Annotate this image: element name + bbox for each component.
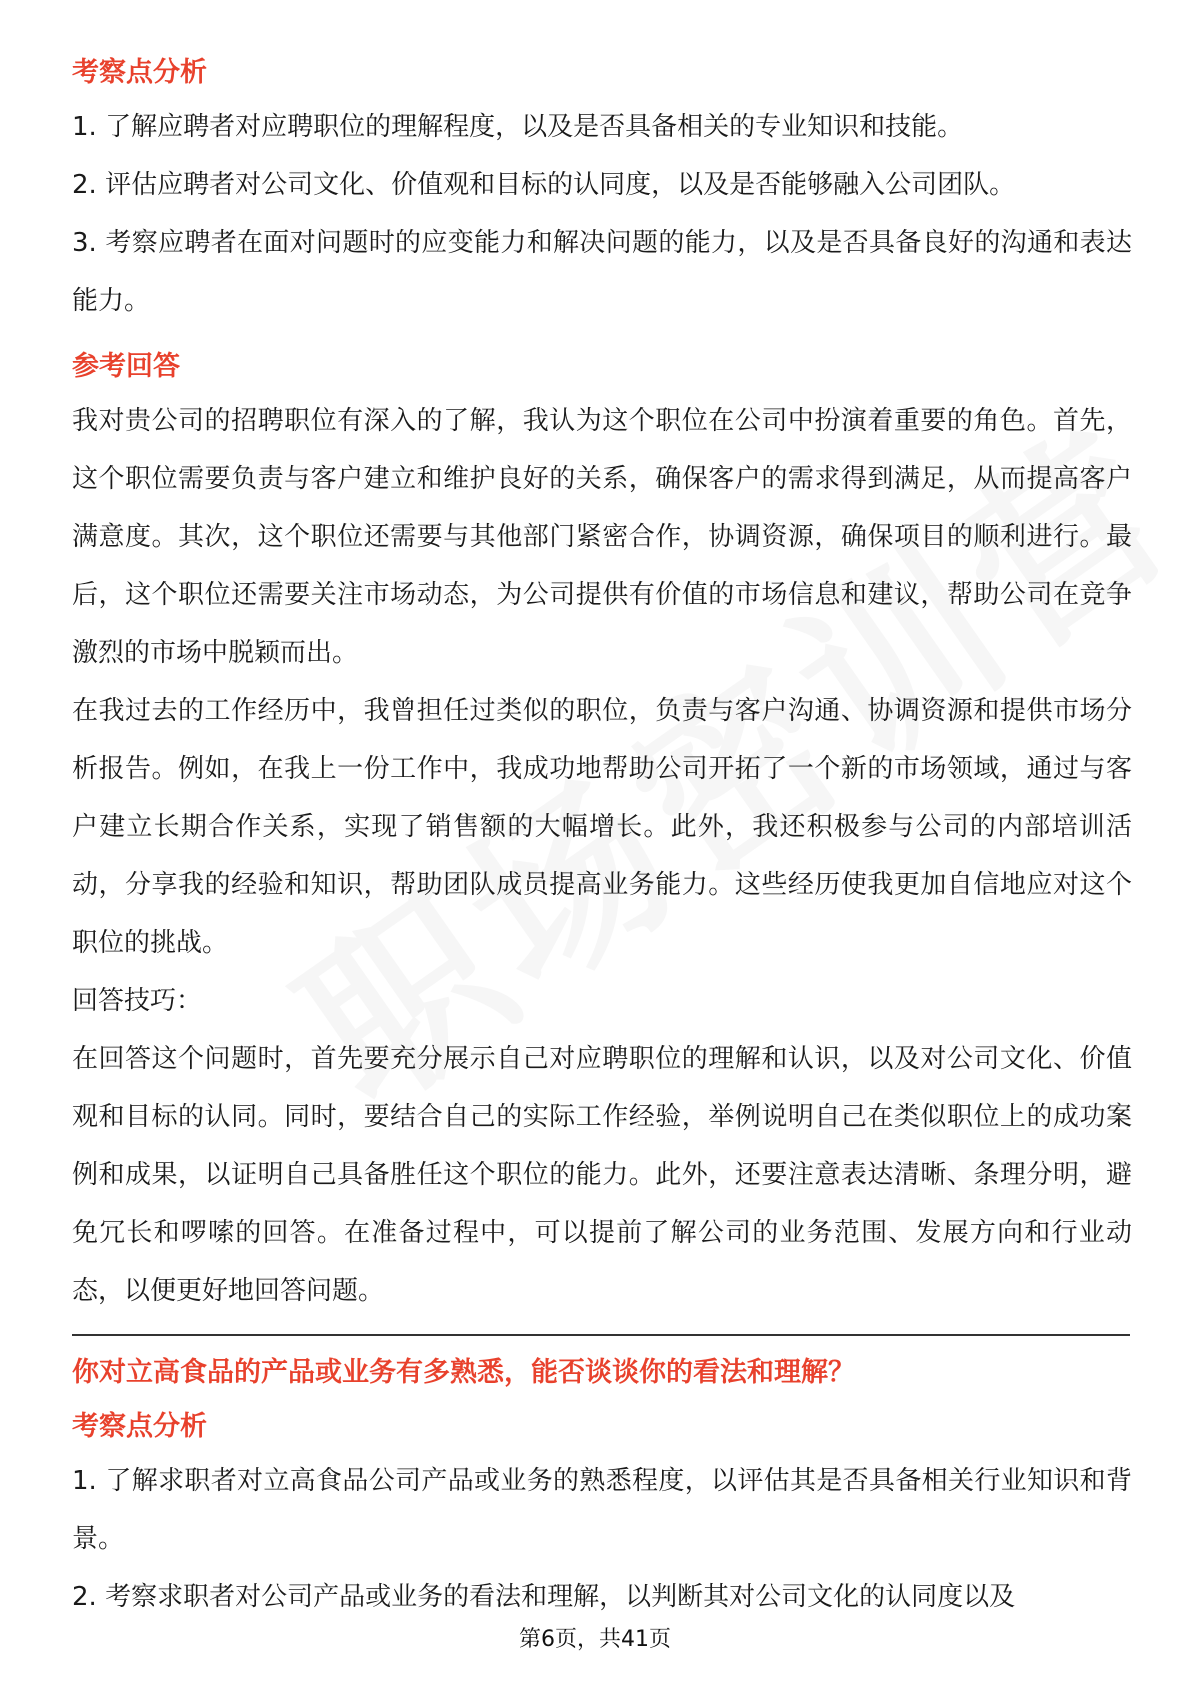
tips-text: 在回答这个问题时，首先要充分展示自己对应聘职位的理解和认识，以及对公司文化、价值观和目标的认同。同时，要结合自己的实际工作经验，举例说明自己在类似职位上的成功案例和成果，以证明自己具备胜任这个职位的能力。此外，还要注意表达清晰、条理分明，避免冗长和啰嗦的回答。在准备过程中，可以提前了解公司的业务范围、发展方向和行业动态，以便更好地回答问题。 [72,1044,1132,1306]
analysis-item: 3. 考察应聘者在面对问题时的应变能力和解决问题的能力，以及是否具备良好的沟通和表达能力。 [72,228,1132,316]
analysis-heading: 考察点分析 [72,57,207,88]
analysis-heading: 考察点分析 [72,1411,207,1442]
page-content [72,48,1132,1626]
tips-label: 回答技巧： [72,986,203,1016]
answer-paragraph: 在我过去的工作经历中，我曾担任过类似的职位，负责与客户沟通、协调资源和提供市场分析报告。例如，在我上一份工作中，我成功地帮助公司开拓了一个新的市场领域，通过与客户建立长期合作关系，实现了销售额的大幅增长。此外，我还积极参与公司的内部培训活动，分享我的经验和知识，帮助团队成员提高业务能力。这些经历使我更加自信地应对这个职位的挑战。 [72,696,1132,958]
page-number: 第6页，共41页 [519,1627,671,1652]
section-divider [72,1334,1130,1336]
question-heading: 你对立高食品的产品或业务有多熟悉，能否谈谈你的看法和理解？ [72,1357,855,1388]
analysis-item: 2. 评估应聘者对公司文化、价值观和目标的认同度，以及是否能够融入公司团队。 [72,170,1016,200]
answer-paragraph: 我对贵公司的招聘职位有深入的了解，我认为这个职位在公司中扮演着重要的角色。首先，这个职位需要负责与客户建立和维护良好的关系，确保客户的需求得到满足，从而提高客户满意度。其次，这个职位还需要与其他部门紧密合作，协调资源，确保项目的顺利进行。最后，这个职位还需要关注市场动态，为公司提供有价值的市场信息和建议，帮助公司在竞争激烈的市场中脱颖而出。 [72,406,1132,668]
analysis-item: 1. 了解应聘者对应聘职位的理解程度，以及是否具备相关的专业知识和技能。 [72,112,964,142]
analysis-item: 2. 考察求职者对公司产品或业务的看法和理解，以判断其对公司文化的认同度以及 [72,1582,1016,1612]
answer-heading: 参考回答 [72,351,180,382]
analysis-item: 1. 了解求职者对立高食品公司产品或业务的熟悉程度，以评估其是否具备相关行业知识和背景。 [72,1466,1132,1554]
